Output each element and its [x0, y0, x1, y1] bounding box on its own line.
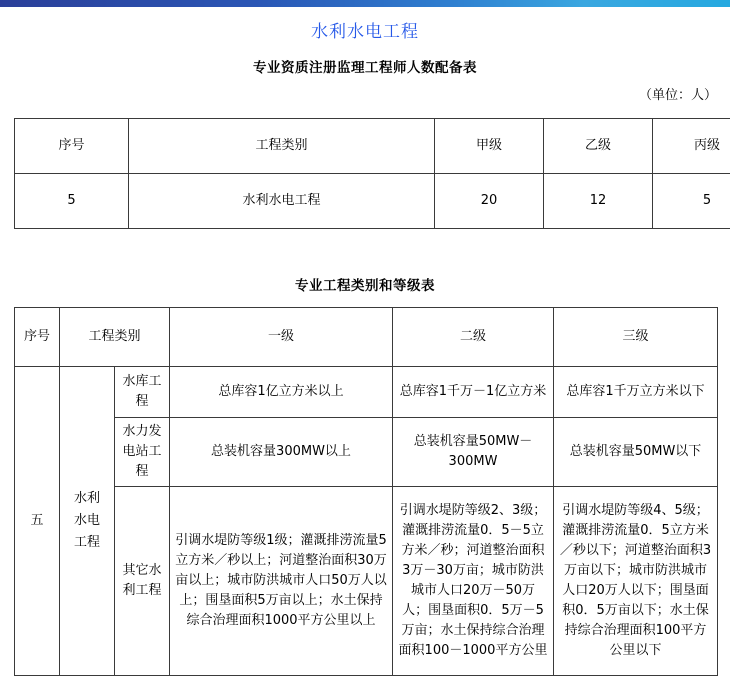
cell-level-2: 引调水堤防等级2、3级；灌溉排涝流量0．5－5立方米／秒；河道整治面积3万－30万亩；城市防洪城市人口20万－50万人；围垦面积0．5万－5万亩；水土保持综合治理面积100－1000平方公里 [393, 487, 554, 676]
header-cell-seq: 序号 [15, 308, 60, 367]
header-cell-seq: 序号 [15, 119, 129, 174]
cell-grade-a: 20 [435, 174, 544, 229]
unit-note: （单位：人） [0, 87, 717, 105]
header-cell-level-2: 二级 [393, 308, 554, 367]
cell-level-3: 总装机容量50MW以下 [554, 418, 718, 487]
cell-subcategory: 其它水利工程 [115, 487, 170, 676]
header-cell-level-1: 一级 [170, 308, 393, 367]
cell-group-category [60, 367, 115, 676]
header-cell-category: 工程类别 [129, 119, 435, 174]
staffing-table [14, 118, 730, 229]
header-cell-grade-c: 丙级 [653, 119, 730, 174]
cell-grade-b: 12 [544, 174, 653, 229]
categories-table [14, 307, 718, 676]
page-title: 水利水电工程 [0, 22, 730, 42]
cell-group-seq: 五 [15, 367, 60, 676]
table-row [15, 418, 718, 487]
header-cell-level-3: 三级 [554, 308, 718, 367]
cell-category: 水利水电工程 [129, 174, 435, 229]
table-row [15, 367, 718, 418]
cell-subcategory: 水库工程 [115, 367, 170, 418]
cell-level-3: 总库容1千万立方米以下 [554, 367, 718, 418]
cell-level-3: 引调水堤防等级4、5级；灌溉排涝流量0．5立方米／秒以下；河道整治面积3万亩以下；城市防洪城市人口20万人以下；围垦面积0．5万亩以下；水土保持综合治理面积100平方公里以下 [554, 487, 718, 676]
cell-level-1: 总库容1亿立方米以上 [170, 367, 393, 418]
cell-level-2: 总库容1千万－1亿立方米 [393, 367, 554, 418]
top-accent-bar [0, 0, 730, 7]
cell-level-2: 总装机容量50MW－300MW [393, 418, 554, 487]
table-row [15, 174, 730, 229]
cell-subcategory: 水力发电站工程 [115, 418, 170, 487]
staffing-table-heading: 专业资质注册监理工程师人数配备表 [0, 59, 730, 77]
header-cell-category: 工程类别 [60, 308, 170, 367]
cell-grade-c: 5 [653, 174, 730, 229]
cell-seq: 5 [15, 174, 129, 229]
document-page [0, 7, 730, 676]
cell-group-category-text: 水利水电工程 [74, 488, 100, 554]
cell-level-1: 总装机容量300MW以上 [170, 418, 393, 487]
table-row [15, 487, 718, 676]
header-cell-grade-a: 甲级 [435, 119, 544, 174]
table-header-row [15, 119, 730, 174]
cell-level-1: 引调水堤防等级1级；灌溉排涝流量5立方米／秒以上；河道整治面积30万亩以上；城市防洪城市人口50万人以上；围垦面积5万亩以上；水土保持综合治理面积1000平方公里以上 [170, 487, 393, 676]
header-cell-grade-b: 乙级 [544, 119, 653, 174]
table-header-row [15, 308, 718, 367]
categories-table-heading: 专业工程类别和等级表 [0, 277, 730, 295]
